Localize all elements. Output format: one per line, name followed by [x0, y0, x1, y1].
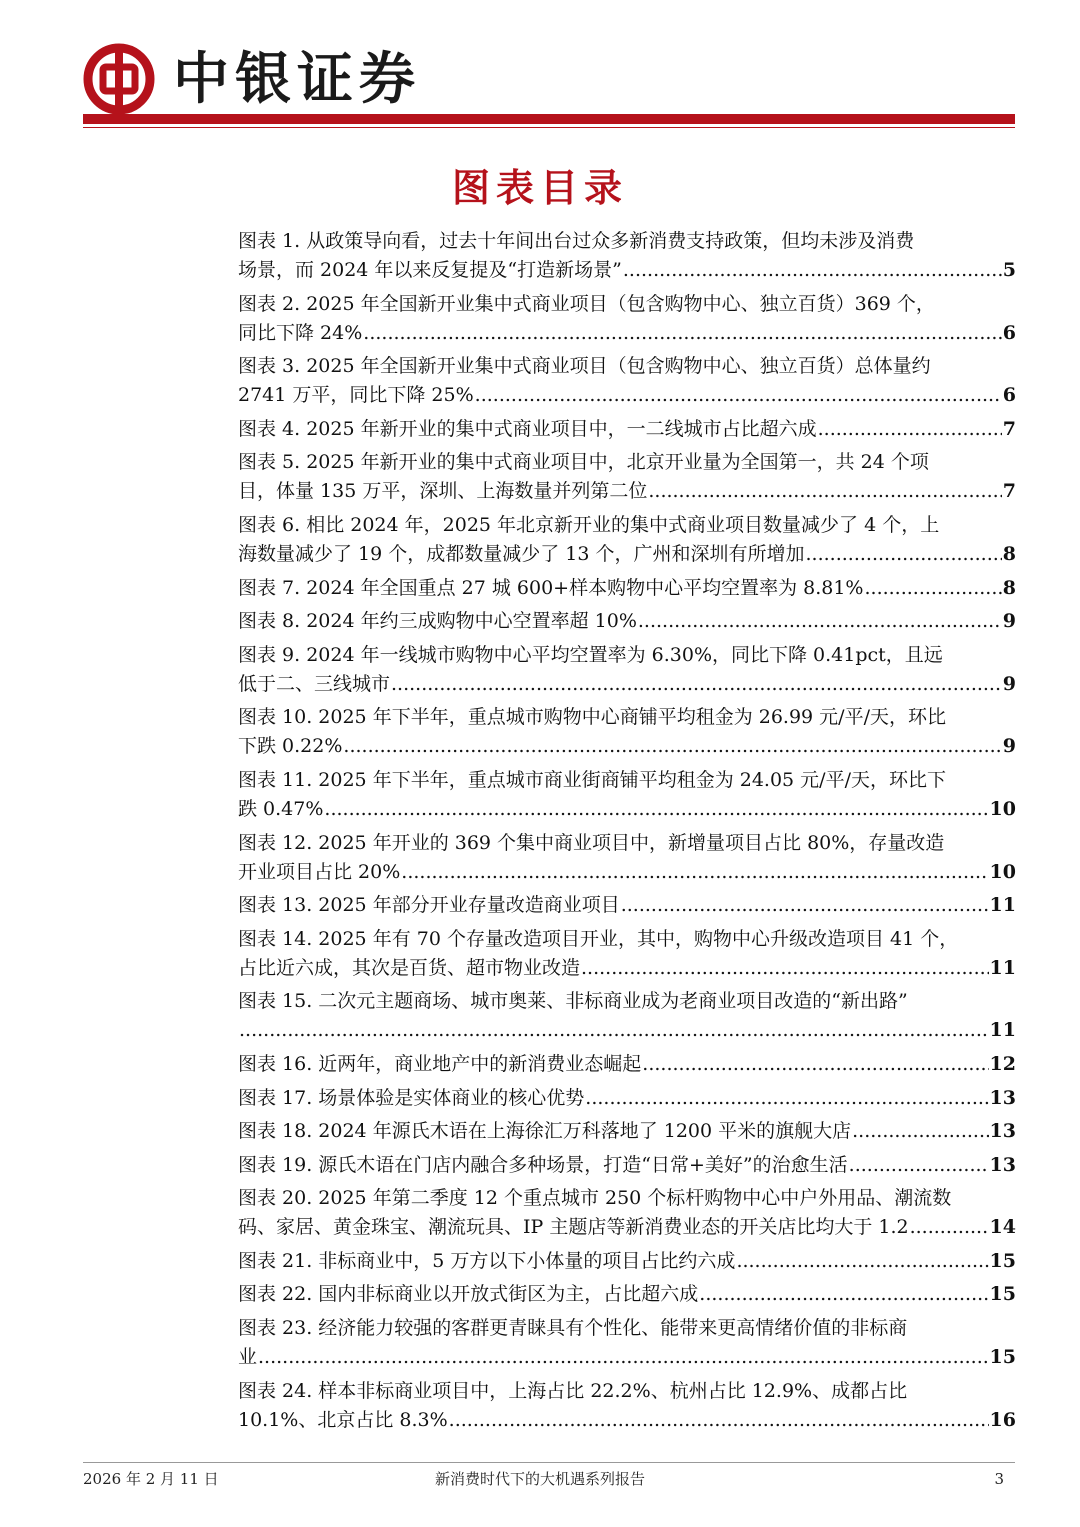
toc-entry-text: 图表 18. 2024 年源氏木语在上海徐汇万科落地了 1200 平米的旗舰大店: [238, 1120, 852, 1143]
dot-leader: [806, 540, 1002, 569]
toc-entry[interactable]: [238, 1247, 1016, 1276]
dot-leader: [401, 858, 988, 887]
header-divider-thin: [83, 127, 1015, 128]
toc-entry[interactable]: [238, 1151, 1016, 1180]
dot-leader: [623, 256, 1002, 285]
footer-page-number: 3: [994, 1470, 1004, 1488]
toc-entry[interactable]: [238, 1280, 1016, 1309]
footer-date: 2026 年 2 月 11 日: [83, 1470, 219, 1488]
toc-entry[interactable]: [238, 574, 1016, 603]
toc-entry-text: 图表 3. 2025 年全国新开业集中式商业项目（包含购物中心、独立百货）总体量约: [238, 355, 931, 378]
toc-entry[interactable]: [238, 891, 1016, 920]
toc-page-number[interactable]: 15: [989, 1346, 1016, 1369]
toc-page-number[interactable]: 13: [989, 1120, 1016, 1143]
dot-leader: [324, 795, 988, 824]
toc-page-number[interactable]: 10: [989, 797, 1016, 820]
toc-entry-text: 下跌 0.22%: [238, 735, 343, 758]
dot-leader: [258, 1343, 989, 1372]
dot-leader: [910, 1213, 989, 1242]
toc-entry-text: 10.1%、北京占比 8.3%: [238, 1408, 448, 1431]
toc-entry[interactable]: [238, 1377, 1016, 1435]
toc-page-number[interactable]: 11: [989, 956, 1016, 979]
dot-leader: [475, 381, 1002, 410]
dot-leader: [449, 1406, 989, 1435]
toc-entry-text: 图表 21. 非标商业中，5 万方以下小体量的项目占比约六成: [238, 1249, 736, 1272]
toc-entry-text: 开业项目占比 20%: [238, 860, 401, 883]
toc-entry-text: 图表 9. 2024 年一线城市购物中心平均空置率为 6.30%，同比下降 0.41pct，且远: [238, 643, 943, 666]
toc-entry-text: 码、家居、黄金珠宝、潮流玩具、IP 主题店等新消费业态的开关店比均大于 1.2: [238, 1216, 909, 1239]
toc-entry-text: 图表 11. 2025 年下半年，重点城市商业街商铺平均租金为 24.05 元/平/天，环比下: [238, 768, 946, 791]
page-title: 图表目录: [451, 165, 628, 210]
toc-entry-text: 图表 10. 2025 年下半年，重点城市购物中心商铺平均租金为 26.99 元/平/天，环比: [238, 706, 946, 729]
toc-page-number[interactable]: 6: [1002, 384, 1016, 407]
toc-entry[interactable]: [238, 766, 1016, 824]
toc-entry-text: 图表 5. 2025 年新开业的集中式商业项目中，北京开业量为全国第一，共 24 个项: [238, 451, 929, 474]
toc-page-number[interactable]: 9: [1002, 735, 1016, 758]
toc-entry-text: 图表 24. 样本非标商业项目中，上海占比 22.2%、杭州占比 12.9%、成都占比: [238, 1379, 908, 1402]
toc-page-number[interactable]: 7: [1002, 480, 1016, 503]
toc-entry[interactable]: [238, 448, 1016, 506]
dot-leader: [638, 607, 1002, 636]
header-divider: [83, 114, 1015, 124]
toc-page-number[interactable]: 8: [1002, 542, 1016, 565]
toc-entry-text: 图表 8. 2024 年约三成购物中心空置率超 10%: [238, 610, 637, 633]
toc-entry[interactable]: [238, 829, 1016, 887]
toc-entry[interactable]: [238, 1084, 1016, 1113]
dot-leader: [239, 1016, 989, 1045]
toc-page-number[interactable]: 15: [989, 1249, 1016, 1272]
toc-page-number[interactable]: 15: [989, 1283, 1016, 1306]
dot-leader: [343, 732, 1001, 761]
toc-page-number[interactable]: 11: [989, 1019, 1016, 1042]
toc-page-number[interactable]: 10: [989, 860, 1016, 883]
toc-entry-text: 图表 7. 2024 年全国重点 27 城 600+样本购物中心平均空置率为 8.81%: [238, 576, 864, 599]
dot-leader: [585, 1084, 988, 1113]
table-of-figures: [238, 227, 1016, 1439]
toc-entry[interactable]: [238, 607, 1016, 636]
toc-entry-text: 目，体量 135 万平，深圳、上海数量并列第二位: [238, 480, 648, 503]
dot-leader: [864, 574, 1001, 603]
toc-entry-text: 图表 13. 2025 年部分开业存量改造商业项目: [238, 894, 620, 917]
toc-entry[interactable]: [238, 227, 1016, 285]
dot-leader: [736, 1247, 988, 1276]
dot-leader: [852, 1117, 988, 1146]
toc-entry-text: 图表 16. 近两年，商业地产中的新消费业态崛起: [238, 1052, 642, 1075]
toc-entry[interactable]: [238, 1117, 1016, 1146]
toc-entry-text: 图表 2. 2025 年全国新开业集中式商业项目（包含购物中心、独立百货）369 个，: [238, 292, 935, 315]
toc-page-number[interactable]: 14: [989, 1216, 1016, 1239]
toc-entry-text: 图表 1. 从政策导向看，过去十年间出台过众多新消费支持政策，但均未涉及消费: [238, 230, 915, 252]
toc-page-number[interactable]: 8: [1002, 576, 1016, 599]
toc-entry-text: 图表 19. 源氏木语在门店内融合多种场景，打造“日常+美好”的治愈生活: [238, 1153, 848, 1176]
toc-entry[interactable]: [238, 641, 1016, 699]
toc-entry-text: 图表 17. 场景体验是实体商业的核心优势: [238, 1086, 585, 1109]
toc-entry-text: 业: [238, 1346, 258, 1369]
toc-page-number[interactable]: 6: [1002, 321, 1016, 344]
toc-entry-text: 图表 15. 二次元主题商场、城市奥莱、非标商业成为老商业项目改造的“新出路”: [238, 990, 908, 1013]
toc-page-number[interactable]: 16: [989, 1408, 1016, 1431]
bank-of-china-logo-icon: [83, 43, 155, 115]
toc-entry-text: 占比近六成，其次是百货、超市物业改造: [238, 956, 581, 979]
footer-report-title: 新消费时代下的大机遇系列报告: [434, 1470, 645, 1488]
toc-entry-text: 图表 23. 经济能力较强的客群更青睐具有个性化、能带来更高情绪价值的非标商: [238, 1317, 908, 1340]
toc-entry-text: 图表 6. 相比 2024 年，2025 年北京新开业的集中式商业项目数量减少了 4 个，上: [238, 513, 940, 536]
toc-entry-text: 跌 0.47%: [238, 797, 324, 820]
dot-leader: [849, 1151, 989, 1180]
toc-page-number[interactable]: 7: [1002, 417, 1016, 440]
toc-entry[interactable]: [238, 703, 1016, 761]
toc-page-number[interactable]: 13: [989, 1086, 1016, 1109]
toc-entry-text: 图表 14. 2025 年有 70 个存量改造项目开业，其中，购物中心升级改造项目 41 个，: [238, 927, 959, 950]
toc-page-number[interactable]: 13: [989, 1153, 1016, 1176]
page-header: [83, 40, 1015, 125]
toc-entry[interactable]: [238, 290, 1016, 348]
toc-entry-text: 2741 万平，同比下降 25%: [238, 384, 474, 407]
toc-entry[interactable]: [238, 925, 1016, 983]
toc-entry[interactable]: [238, 415, 1016, 444]
toc-entry-text: 场景，而 2024 年以来反复提及“打造新场景”: [238, 259, 622, 281]
toc-entry[interactable]: [238, 1314, 1016, 1372]
toc-entry-text: 海数量减少了 19 个，成都数量减少了 13 个，广州和深圳有所增加: [238, 542, 805, 565]
toc-entry-text: 同比下降 24%: [238, 321, 363, 344]
dot-leader: [642, 1050, 988, 1079]
brand-name: 中银证券: [173, 46, 421, 112]
toc-page-number[interactable]: 5: [1002, 259, 1016, 281]
toc-entry[interactable]: [238, 352, 1016, 410]
toc-page-number[interactable]: 11: [989, 894, 1016, 917]
toc-entry[interactable]: [238, 1184, 1016, 1242]
toc-entry-text: 低于二、三线城市: [238, 672, 391, 695]
dot-leader: [621, 891, 989, 920]
footer-divider: [83, 1462, 1015, 1463]
toc-entry-text: 图表 4. 2025 年新开业的集中式商业项目中，一二线城市占比超六成: [238, 417, 817, 440]
toc-entry-text: 图表 22. 国内非标商业以开放式街区为主，占比超六成: [238, 1283, 699, 1306]
toc-page-number[interactable]: 12: [989, 1052, 1016, 1075]
toc-entry[interactable]: [238, 1050, 1016, 1079]
toc-page-number[interactable]: 9: [1002, 610, 1016, 633]
dot-leader: [391, 670, 1002, 699]
dot-leader: [648, 477, 1001, 506]
dot-leader: [363, 319, 1001, 348]
toc-entry[interactable]: [238, 987, 1016, 1045]
dot-leader: [699, 1280, 988, 1309]
dot-leader: [818, 415, 1002, 444]
toc-entry-text: 图表 20. 2025 年第二季度 12 个重点城市 250 个标杆购物中心中户外用品、潮流数: [238, 1187, 952, 1210]
dot-leader: [581, 954, 989, 983]
toc-entry[interactable]: [238, 511, 1016, 569]
toc-entry-text: 图表 12. 2025 年开业的 369 个集中商业项目中，新增量项目占比 80%，存量改造: [238, 831, 945, 854]
toc-page-number[interactable]: 9: [1002, 672, 1016, 695]
